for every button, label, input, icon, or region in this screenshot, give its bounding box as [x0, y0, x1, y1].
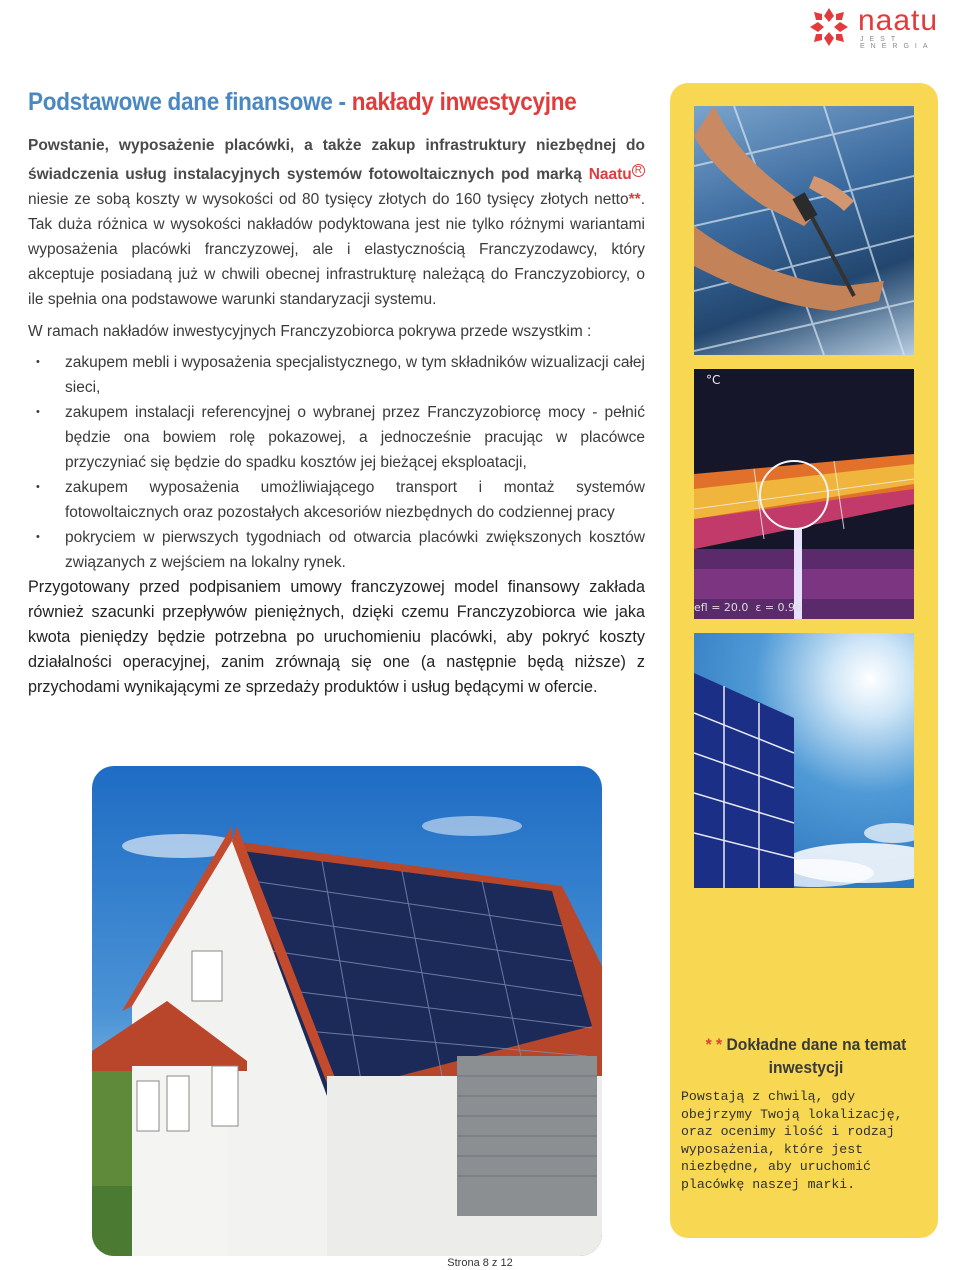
- house-image-icon: [92, 766, 602, 1256]
- thermal-image-icon: [694, 369, 914, 619]
- list-item: • zakupem mebli i wyposażenia specjalistycznego, w tym składników wizualizacji całej sieci,: [28, 350, 645, 400]
- footnote-stars: **: [628, 191, 641, 209]
- photo-solar-sky: [694, 633, 914, 888]
- title-highlight: nakłady inwestycyjne: [351, 88, 577, 116]
- page-number: Strona 8 z 12: [447, 1257, 513, 1269]
- logo-wordmark: naatu: [858, 4, 939, 37]
- lead-paragraph: W ramach nakładów inwestycyjnych Franczyzobiorca pokrywa przede wszystkim :: [28, 323, 592, 341]
- photo-solar-installation: [694, 106, 914, 355]
- list-item: • zakupem instalacji referencyjnej o wybranej przez Franczyzobiorcę mocy - pełnić będzie ona bowiem rolę pokazowej, a jednocześnie pracując w placówce przyczyniać się będzie do spadku kosztów jej bieżącej eksploatacji,: [28, 400, 645, 475]
- registered-mark-icon: R: [632, 164, 645, 177]
- thermal-readout: efl = 20.0 ε = 0.96: [694, 601, 803, 614]
- intro-text-a: niesie ze sobą koszty w wysokości od 80 tysięcy złotych do 160 tysięcy złotych netto: [28, 191, 629, 209]
- sidebar-heading-text: Dokładne dane na temat inwestycji: [726, 1035, 907, 1077]
- intro-text-b: . Tak duża różnica w wysokości nakładów podyktowana jest nie tylko różnymi wariantami wyposażenia placówki franczyzowej, ale i elastycznością Franczyzodawcy, który akceptuje posiadaną już w chwili obecnej infrastrukturę należącą do Franczyzobiorcy, o ile spełnia ona podstawowe warunki standaryzacji systemu.: [28, 191, 645, 309]
- brand-name: Naatu: [588, 166, 632, 184]
- solar-panel-image-icon: [694, 106, 914, 355]
- sidebar-heading: [696, 1033, 917, 1079]
- sky-panel-image-icon: [694, 633, 914, 888]
- sidebar-stars: * *: [705, 1035, 723, 1054]
- title-main: Podstawowe dane finansowe -: [28, 88, 352, 116]
- sidebar-text: Powstają z chwilą, gdy obejrzymy Twoją lokalizację, oraz ocenimy ilość i rodzaj wyposażenia, które jest niezbędne, aby uruchomić placówkę naszej marki.: [681, 1089, 903, 1192]
- intro-bold-text: Powstanie, wyposażenie placówki, a także zakup infrastruktury niezbędnej do świadczenia usług instalacyjnych systemów fotowoltaicznych pod marką: [28, 137, 645, 184]
- logo-tagline: JEST ENERGIA: [860, 36, 934, 50]
- list-item: • pokryciem w pierwszych tygodniach od otwarcia placówki zwiększonych kosztów związanych z wejściem na lokalny rynek.: [28, 525, 645, 575]
- photo-house-solar-roof: [92, 766, 602, 1256]
- photo-thermal-camera: [694, 369, 914, 619]
- cost-list: [28, 350, 645, 575]
- thermal-unit-label: °C: [706, 373, 721, 387]
- closing-paragraph: Przygotowany przed podpisaniem umowy franczyzowej model finansowy zakłada również szacunki przepływów pieniężnych, dzięki czemu Franczyzobiorca wie jaka kwota pieniędzy będzie potrzebna po uruchomieniu placówki, aby pokryć koszty działalności operacyjnej, zanim zrównają się one (a następnie będą niższe) z przychodami wynikającymi ze sprzedaży produktów i usług będącymi w ofercie.: [28, 578, 645, 697]
- logo-mark-icon: [808, 6, 850, 48]
- main-content: [28, 133, 645, 700]
- brand-logo: [808, 6, 948, 48]
- page-title: [28, 88, 576, 117]
- intro-paragraph: [28, 133, 645, 312]
- list-item: • zakupem wyposażenia umożliwiającego transport i montaż systemów fotowoltaicznych oraz pozostałych akcesoriów niezbędnych do codziennej pracy: [28, 475, 645, 525]
